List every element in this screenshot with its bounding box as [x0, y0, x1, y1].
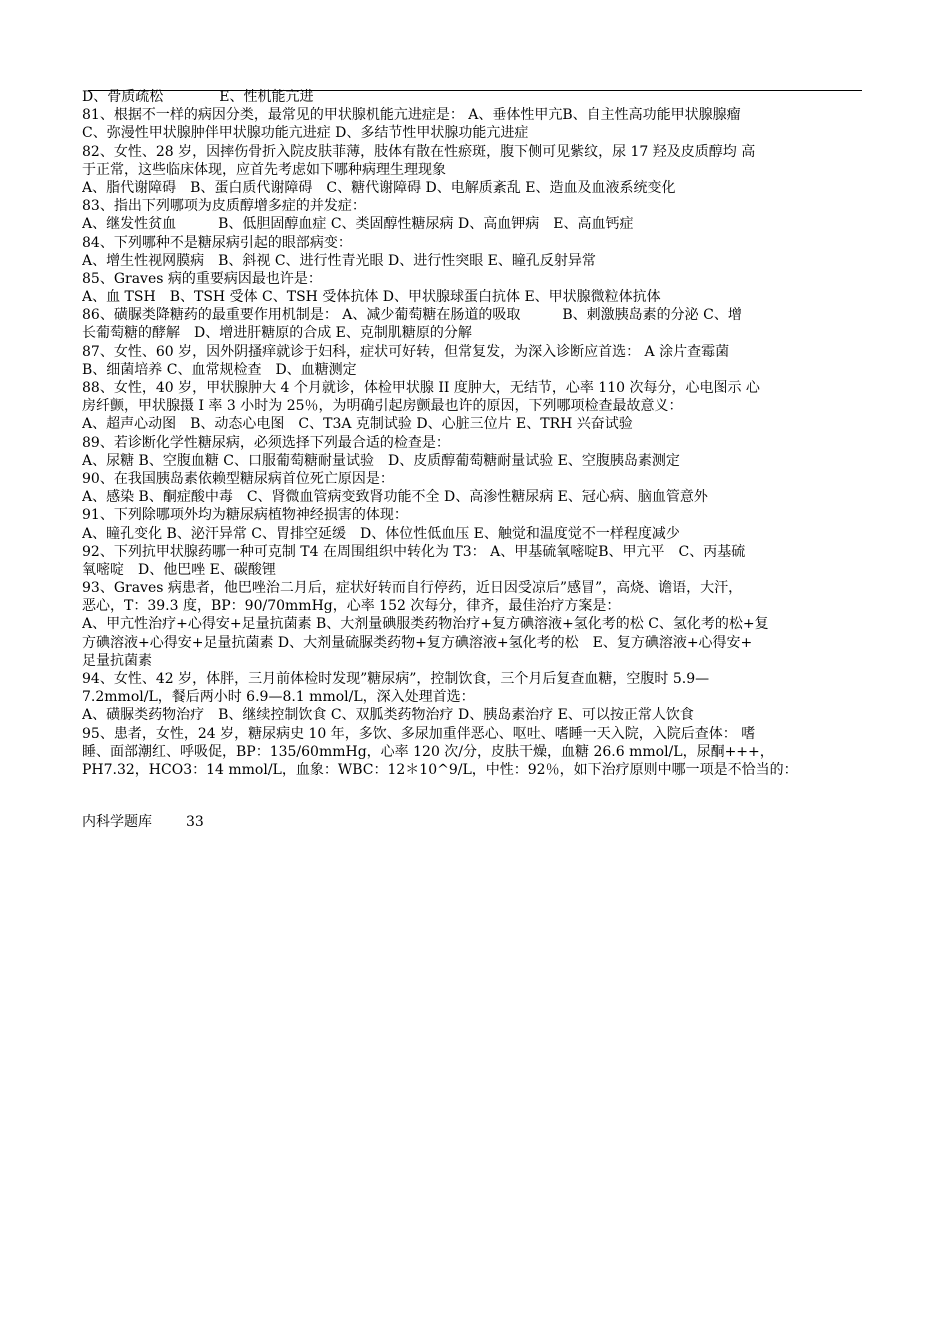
text-line: A、感染 B、酮症酸中毒 C、肾微血管病变致肾功能不全 D、高渗性糖尿病 E、冠心病、脑血管意外 [82, 489, 708, 506]
text-line: 84、下列哪种不是糖尿病引起的眼部病变： [82, 234, 352, 251]
text-line: A、磺脲类药物治疗 B、继续控制饮食 C、双胍类药物治疗 D、胰岛素治疗 E、可以按正常人饮食 [82, 707, 694, 724]
text-line: 85、Graves 病的重要病因最也许是： [82, 270, 322, 287]
text-line: 氧嘧啶 D、他巴唑 E、碳酸锂 [82, 561, 276, 578]
text-line: 93、Graves 病患者，他巴唑治二月后，症状好转而自行停药，近日因受凉后”感冒”，高烧、谵语，大汗， [82, 580, 743, 597]
text-line: A、超声心动图 B、动态心电图 C、T3A 克制试验 D、心脏三位片 E、TRH 兴奋试验 [82, 416, 633, 433]
text-line: A、继发性贫血 B、低胆固醇血症 C、类固醇性糖尿病 D、高血钾病 E、高血钙症 [82, 216, 634, 233]
text-line: A、增生性视网膜病 B、斜视 C、进行性青光眼 D、进行性突眼 E、瞳孔反射异常 [82, 252, 596, 269]
text-line: 91、下列除哪项外均为糖尿病植物神经损害的体现： [82, 507, 408, 524]
text-line: A、尿糖 B、空腹血糖 C、口服葡萄糖耐量试验 D、皮质醇葡萄糖耐量试验 E、空腹胰岛素测定 [82, 452, 680, 469]
question-text [82, 88, 878, 779]
text-line: PH7.32，HCO3：14 mmol/L，血象：WBC：12＊10^9/L，中性：92％，如下治疗原则中哪一项是不恰当的： [82, 761, 798, 778]
text-line: 95、患者，女性，24 岁，糖尿病史 10 年，多饮、多尿加重伴恶心、呕吐、嗜睡一天入院，入院后查体： 嗜 [82, 725, 756, 742]
text-line: 83、指出下列哪项为皮质醇增多症的并发症： [82, 198, 366, 215]
text-line: A、瞳孔变化 B、泌汗异常 C、胃排空延缓 D、体位性低血压 E、触觉和温度觉不一样程度减少 [82, 525, 680, 542]
page-footer [82, 811, 204, 831]
text-line: 82、女性、28 岁，因摔伤骨折入院皮肤菲薄，肢体有散在性瘀斑，腹下侧可见紫纹，尿 17 羟及皮质醇均 高 [82, 143, 756, 160]
text-line: 恶心，T：39.3 度，BP：90/70mmHg，心率 152 次每分，律齐，最佳治疗方案是： [82, 598, 621, 615]
text-line: 长葡萄糖的酵解 D、增进肝糖原的合成 E、克制肌糖原的分解 [82, 325, 472, 342]
text-line: 于正常，这些临床体现，应首先考虑如下哪种病理生理现象 [82, 161, 446, 178]
text-line: B、细菌培养 C、血常规检查 D、血糖测定 [82, 361, 357, 378]
text-line: 房纤颤，甲状腺摄 I 率 3 小时为 25％，为明确引起房颤最也许的原因，下列哪项检查最故意义： [82, 398, 683, 415]
text-line: 81、根据不一样的病因分类，最常见的甲状腺机能亢进症是： A、垂体性甲亢B、自主性高功能甲状腺腺瘤 [82, 107, 741, 124]
text-line: 方碘溶液+心得安+足量抗菌素 D、大剂量硫脲类药物+复方碘溶液+氢化考的松 E、复方碘溶液+心得安+ [82, 634, 753, 651]
text-line: 88、女性，40 岁，甲状腺肿大 4 个月就诊，体检甲状腺 II 度肿大，无结节，心率 110 次每分，心电图示 心 [82, 380, 760, 396]
text-line: 90、在我国胰岛素依赖型糖尿病首位死亡原因是： [82, 470, 394, 487]
text-line: 7.2mmol/L，餐后两小时 6.9—8.1 mmol/L，深入处理首选： [82, 689, 475, 706]
text-line: D、骨质疏松 E、性机能亢进 [82, 89, 314, 105]
text-line: 87、女性、60 岁，因外阴搔痒就诊于妇科，症状可好转，但常复发，为深入诊断应首选： A 涂片查霉菌 [82, 343, 730, 360]
text-line: A、血 TSH B、TSH 受体 C、TSH 受体抗体 D、甲状腺球蛋白抗体 E、甲状腺微粒体抗体 [82, 289, 661, 306]
text-line: C、弥漫性甲状腺肿伴甲状腺功能亢进症 D、多结节性甲状腺功能亢进症 [82, 125, 529, 142]
text-line: A、脂代谢障碍 B、蛋白质代谢障碍 C、糖代谢障碍 D、电解质紊乱 E、造血及血液系统变化 [82, 179, 676, 196]
page-number: 33 [186, 814, 204, 830]
text-line: 89、若诊断化学性糖尿病，必须选择下列最合适的检查是： [82, 434, 450, 451]
text-line: 睡、面部潮红、呼吸促，BP：135/60mmHg，心率 120 次/分，皮肤干燥，血糖 26.6 mmol/L，尿酮+++， [82, 743, 774, 760]
text-line: 94、女性、42 岁，体胖，三月前体检时发现”糖尿病”，控制饮食，三个月后复查血糖，空腹时 5.9— [82, 671, 710, 687]
text-line: 足量抗菌素 [82, 652, 152, 669]
text-line: 86、磺脲类降糖药的最重要作用机制是： A、减少葡萄糖在肠道的吸取 B、刺激胰岛素的分泌 C、增 [82, 307, 742, 324]
text-line: A、甲亢性治疗+心得安+足量抗菌素 B、大剂量碘服类药物治疗+复方碘溶液+氢化考的松 C、氢化考的松+复 [82, 616, 769, 633]
text-line: 92、下列抗甲状腺药哪一种可克制 T4 在周围组织中转化为 T3： A、甲基硫氧嘧啶B、甲亢平 C、丙基硫 [82, 543, 746, 560]
footer-title: 内科学题库 [82, 814, 152, 830]
